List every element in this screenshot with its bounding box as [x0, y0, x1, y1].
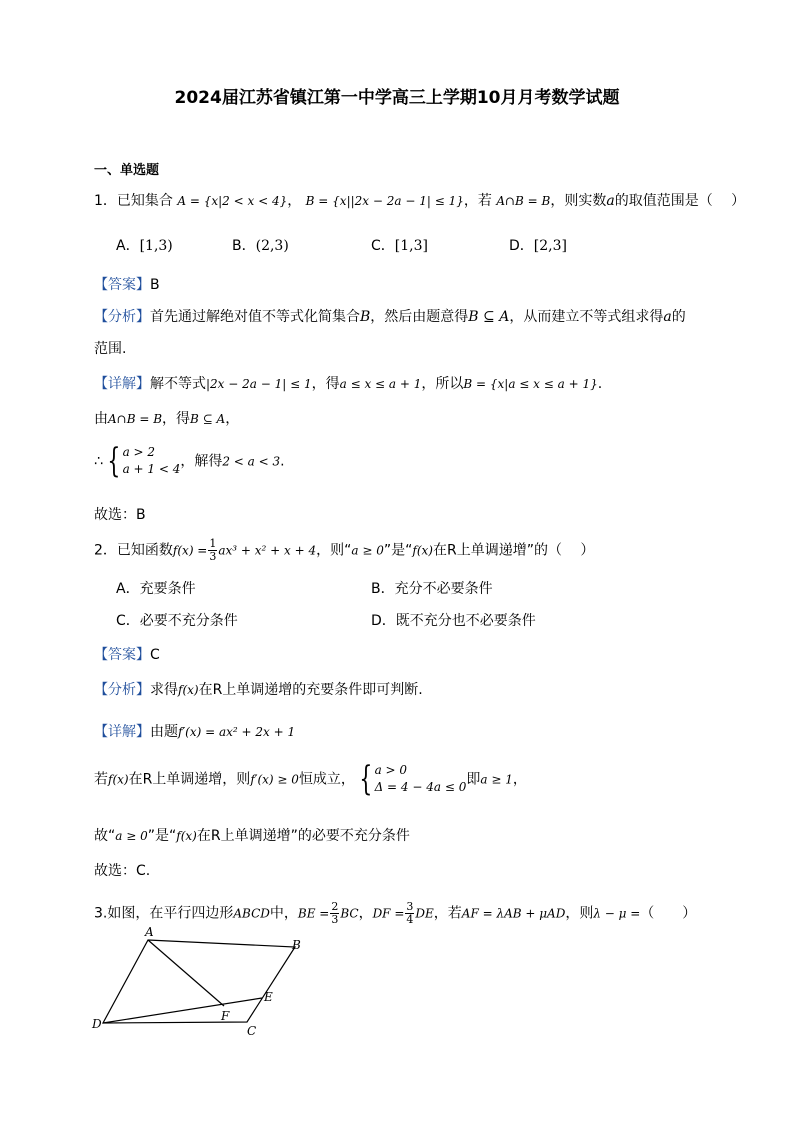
- q1-choice: 故选：B: [94, 507, 146, 523]
- q2-option-b[interactable]: B．充分不必要条件: [371, 581, 493, 597]
- inequality-system: a > 2 a + 1 < 4: [122, 445, 181, 477]
- q2-detail-line3: 故“a ≥ 0”是“f(x)在R上单调递增”的必要不充分条件: [94, 828, 410, 844]
- fraction: $\frac{3}{4}$: [406, 900, 414, 927]
- inequality-system: a > 0 Δ = 4 − 4a ≤ 0: [374, 763, 467, 795]
- page-title: 2024届江苏省镇江第一中学高三上学期10月月考数学试题: [174, 88, 620, 108]
- label-a: A: [145, 925, 154, 939]
- q1-answer: 【答案】B: [94, 277, 160, 293]
- label-c: C: [247, 1024, 257, 1038]
- fraction: $\frac{2}{3}$: [331, 900, 339, 927]
- left-brace: {: [359, 759, 373, 800]
- q1-option-c[interactable]: C．[1,3]: [371, 238, 428, 254]
- q2-detail: 【详解】由题f′(x) = ax² + 2x + 1: [94, 724, 296, 740]
- q1-option-d[interactable]: D．[2,3]: [509, 238, 567, 254]
- q2-detail-line2: 若f(x)在R上单调递增，则f′(x) ≥ 0恒成立， { a > 0 Δ = 4 − 4a ≤ 0 即a ≥ 1，: [94, 759, 527, 800]
- section-heading: 一、单选题: [94, 163, 160, 178]
- q2-option-a[interactable]: A．充要条件: [116, 581, 196, 597]
- segment-af: [148, 940, 224, 1006]
- q1-option-a[interactable]: A．[1,3): [116, 238, 173, 254]
- label-f: F: [221, 1009, 230, 1023]
- q2-answer: 【答案】C: [94, 647, 160, 663]
- label-e: E: [264, 990, 273, 1004]
- q1-analysis: 【分析】首先通过解绝对值不等式化简集合B，然后由题意得B ⊆ A，从而建立不等式组求得a的: [94, 309, 686, 325]
- q2-option-d[interactable]: D．既不充分也不必要条件: [371, 613, 536, 629]
- q2-stem: 2．已知函数f(x) = $\frac{1}{3}$ ax³ + x² + x + 4，则“a ≥ 0”是“f(x)在R上单调递增”的（ ）: [94, 537, 595, 564]
- label-b: B: [292, 938, 301, 952]
- q1-detail-line3: ∴ { a > 2 a + 1 < 4 ，解得2 < a < 3.: [94, 441, 285, 482]
- left-brace: {: [107, 441, 121, 482]
- q1-option-b[interactable]: B．(2,3): [232, 238, 289, 254]
- segment-de: [103, 998, 262, 1023]
- fraction: $\frac{1}{3}$: [209, 537, 217, 564]
- q1-analysis-cont: 范围.: [94, 341, 127, 357]
- q3-stem: 3.如图，在平行四边形ABCD中，BE = $\frac{2}{3}$ BC，DF = $\frac{3}{4}$ DE，若AF = λAB + μAD，则λ − μ =（ ）: [94, 900, 697, 927]
- q2-option-c[interactable]: C．必要不充分条件: [116, 613, 238, 629]
- q2-choice: 故选：C.: [94, 863, 151, 879]
- parallelogram-figure: [90, 925, 310, 1040]
- label-d: D: [92, 1017, 102, 1031]
- parallelogram-abcd: [103, 940, 295, 1023]
- q2-analysis: 【分析】求得f(x)在R上单调递增的充要条件即可判断.: [94, 682, 423, 698]
- q1-detail: 【详解】解不等式|2x − 2a − 1| ≤ 1，得a ≤ x ≤ a + 1，所以B = {x|a ≤ x ≤ a + 1}.: [94, 376, 603, 392]
- q1-detail-line2: 由A∩B = B，得B ⊆ A，: [94, 411, 240, 427]
- q1-stem: 1．已知集合 A = {x|2 < x < 4}， B = {x||2x − 2a − 1| ≤ 1}，若 A∩B = B，则实数a的取值范围是（ ）: [94, 193, 746, 209]
